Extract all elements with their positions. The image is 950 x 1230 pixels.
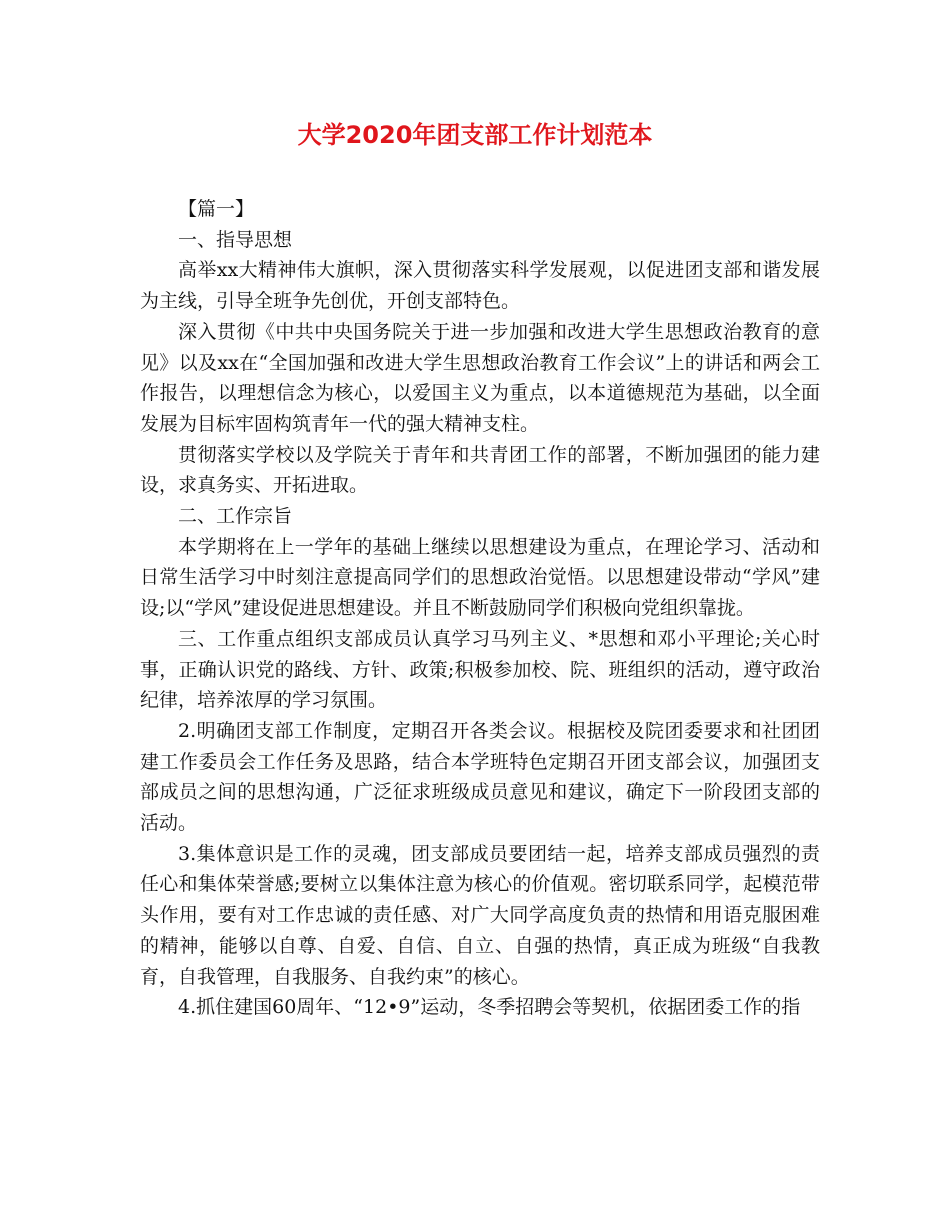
section-marker: 【篇一】 bbox=[178, 198, 255, 220]
paragraph: 3.集体意识是工作的灵魂，团支部成员要团结一起，培养支部成员强烈的责任心和集体荣誉感;要树立以集体注意为核心的价值观。密切联系同学，起模范带头作用，要有对工作忠诚的责任感、对广大同学高度负责的热情和用语克服困难的精神，能够以自尊、自爱、自信、自立、自强的热情，真正成为班级“自我教育，自我管理，自我服务、自我约束”的核心。 bbox=[140, 842, 820, 988]
paragraph: 贯彻落实学校以及学院关于青年和共青团工作的部署，不断加强团的能力建设，求真务实、开拓进取。 bbox=[140, 443, 820, 497]
paragraph: 本学期将在上一学年的基础上继续以思想建设为重点，在理论学习、活动和日常生活学习中时刻注意提高同学们的思想政治觉悟。以思想建设带动“学风”建设;以“学风”建设促进思想建设。并且不断鼓励同学们积极向党组织靠拢。 bbox=[140, 535, 820, 620]
paragraph: 三、工作重点组织支部成员认真学习马列主义、*思想和邓小平理论;关心时事，正确认识党的路线、方针、政策;积极参加校、院、班组织的活动，遵守政治纪律，培养浓厚的学习氛围。 bbox=[140, 627, 820, 712]
document-title: 大学2020年团支部工作计划范本 bbox=[297, 121, 653, 149]
paragraph: 深入贯彻《中共中央国务院关于进一步加强和改进大学生思想政治教育的意见》以及xx在“全国加强和改进大学生思想政治教育工作会议”上的讲话和两会工作报告，以理想信念为核心，以爱国主义为重点，以本道德规范为基础，以全面发展为目标牢固构筑青年一代的强大精神支柱。 bbox=[140, 320, 820, 435]
paragraph: 4.抓住建国60周年、“12•9”运动，冬季招聘会等契机，依据团委工作的指 bbox=[178, 996, 801, 1019]
document-body bbox=[140, 194, 820, 1023]
heading-work-purpose: 二、工作宗旨 bbox=[178, 505, 293, 528]
paragraph: 高举xx大精神伟大旗帜，深入贯彻落实科学发展观，以促进团支部和谐发展为主线，引导全班争先创优，开创支部特色。 bbox=[140, 259, 820, 313]
paragraph: 2.明确团支部工作制度，定期召开各类会议。根据校及院团委要求和社团团建工作委员会工作任务及思路，结合本学班特色定期召开团支部会议，加强团支部成员之间的思想沟通，广泛征求班级成员意见和建议，确定下一阶段团支部的活动。 bbox=[140, 719, 820, 835]
heading-guiding-ideology: 一、指导思想 bbox=[178, 228, 293, 251]
